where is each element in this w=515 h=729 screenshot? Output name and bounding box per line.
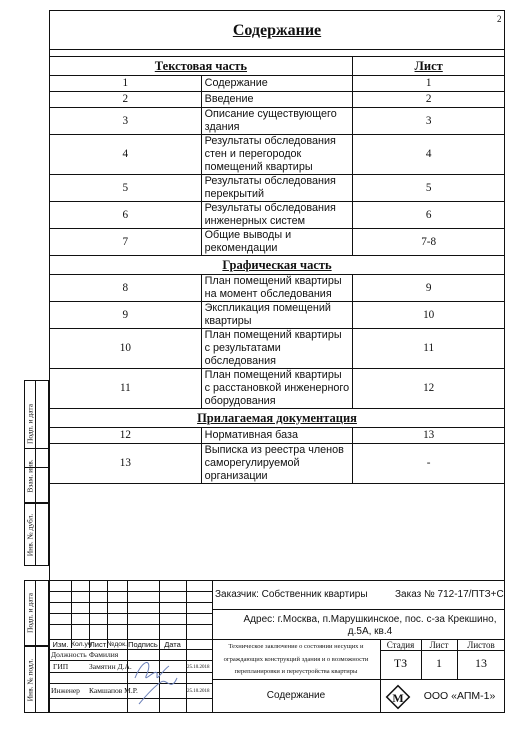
side-label: Подп. и дата — [25, 592, 35, 634]
row-sheet: - — [353, 444, 505, 484]
row-sheet: 12 — [353, 369, 505, 409]
row-number: 1 — [50, 76, 202, 92]
row-title: Общие выводы и рекомендации — [201, 229, 353, 256]
sheets-label: Листов — [467, 640, 495, 650]
contents-row — [50, 428, 505, 444]
row-number: 8 — [50, 275, 202, 302]
order-number: Заказ № 712-17/ПТЗ+С — [395, 589, 504, 600]
row-number: 7 — [50, 229, 202, 256]
side-inv-orig — [24, 646, 49, 713]
role-2: Инженер — [51, 686, 80, 695]
contents-row — [50, 444, 505, 484]
row-number: 9 — [50, 302, 202, 329]
row-number: 10 — [50, 329, 202, 369]
hdr-sheet: Лист — [89, 640, 107, 649]
row-sheet: 10 — [353, 302, 505, 329]
section-graphic-part: Графическая часть — [50, 256, 505, 275]
customer: Заказчик: Собственник квартиры — [215, 589, 368, 600]
stage-value: ТЗ — [393, 656, 408, 670]
row-sheet: 13 — [353, 428, 505, 444]
side-label: Подп. и дата — [25, 403, 35, 445]
row-number: 3 — [50, 108, 202, 135]
row-sheet: 5 — [353, 175, 505, 202]
role-1: ГИП — [53, 662, 69, 671]
row-title: Экспликация помещений квартиры — [201, 302, 353, 329]
contents-row — [50, 92, 505, 108]
contents-row — [50, 202, 505, 229]
surname-label: Фамилия — [89, 650, 119, 659]
sheet-value: 1 — [436, 656, 442, 670]
contents-row — [50, 108, 505, 135]
row-sheet: 3 — [353, 108, 505, 135]
contents-row — [50, 229, 505, 256]
logo-letter: М — [392, 691, 404, 705]
title-divider — [49, 49, 505, 50]
row-sheet: 2 — [353, 92, 505, 108]
row-title: Результаты обследования стен и перегородок помещений квартиры — [201, 135, 353, 175]
date-2: 25.10.2018 — [187, 689, 210, 694]
section-name: Содержание — [266, 690, 326, 701]
contents-row — [50, 302, 505, 329]
row-number: 11 — [50, 369, 202, 409]
contents-row — [50, 329, 505, 369]
row-number: 4 — [50, 135, 202, 175]
contents-table — [49, 56, 505, 484]
name-1: Замятин Д.А. — [89, 662, 132, 671]
row-sheet: 6 — [353, 202, 505, 229]
row-sheet: 7-8 — [353, 229, 505, 256]
row-number: 12 — [50, 428, 202, 444]
contents-row — [50, 135, 505, 175]
contents-row — [50, 175, 505, 202]
side-inv-dup — [24, 503, 49, 566]
row-number: 6 — [50, 202, 202, 229]
hdr-doc: №док. — [107, 641, 127, 648]
row-title: План помещений квартиры на момент обследования — [201, 275, 353, 302]
side-replace-inv — [24, 448, 49, 503]
row-title: Содержание — [201, 76, 353, 92]
row-title: Введение — [201, 92, 353, 108]
name-2: Камшапов М.Р. — [89, 686, 138, 695]
row-sheet: 4 — [353, 135, 505, 175]
row-sheet: 11 — [353, 329, 505, 369]
page-title: Содержание — [232, 22, 322, 39]
hdr-date: Дата — [164, 640, 181, 649]
row-number: 13 — [50, 444, 202, 484]
side-sign-date-2 — [24, 580, 49, 646]
company-logo-icon — [384, 683, 412, 711]
row-title: План помещений квартиры с результатами обследования — [201, 329, 353, 369]
row-sheet: 1 — [353, 76, 505, 92]
side-label: Инв. № дубл. — [25, 513, 35, 556]
row-title: Выписка из реестра членов саморегулируемой организации — [201, 444, 353, 484]
contents-row — [50, 275, 505, 302]
position-label: Должность — [51, 650, 87, 659]
row-title: Результаты обследования перекрытий — [201, 175, 353, 202]
sheet-label: Лист — [429, 640, 449, 650]
side-label: Инв. № подл. — [25, 658, 35, 701]
row-title: Нормативная база — [201, 428, 353, 444]
contents-row — [50, 369, 505, 409]
contents-row — [50, 76, 505, 92]
row-number: 2 — [50, 92, 202, 108]
row-number: 5 — [50, 175, 202, 202]
sheet-column-header: Лист — [353, 57, 505, 76]
row-title: Результаты обследования инженерных систем — [201, 202, 353, 229]
hdr-sign: Подпись — [128, 640, 158, 649]
row-title: Описание существующего здания — [201, 108, 353, 135]
side-label: Взам. инв. — [25, 458, 35, 493]
sheets-value: 13 — [475, 656, 487, 670]
hdr-qty: Кол.уч — [71, 641, 92, 648]
title-block — [49, 580, 505, 713]
stage-label: Стадия — [386, 640, 415, 650]
document-title: Техническое заключение о состоянии несущих и ограждающих конструкций здания и о возможности перепланировки и переустройства квартиры — [223, 643, 369, 675]
section-attached-docs: Прилагаемая документация — [50, 409, 505, 428]
page-number: 2 — [497, 14, 502, 24]
row-title: План помещений квартиры с расстановкой инженерного оборудования — [201, 369, 353, 409]
section-text-part: Текстовая часть — [50, 57, 353, 76]
date-1: 25.10.2018 — [187, 665, 210, 670]
signature-image — [127, 652, 187, 710]
row-sheet: 9 — [353, 275, 505, 302]
hdr-change: Изм. — [52, 640, 69, 649]
address: Адрес: г.Москва, п.Марушкинское, пос. с-за Крекшино, д.5А, кв.4 — [243, 614, 497, 637]
company-name: ООО «АПМ-1» — [423, 690, 496, 702]
